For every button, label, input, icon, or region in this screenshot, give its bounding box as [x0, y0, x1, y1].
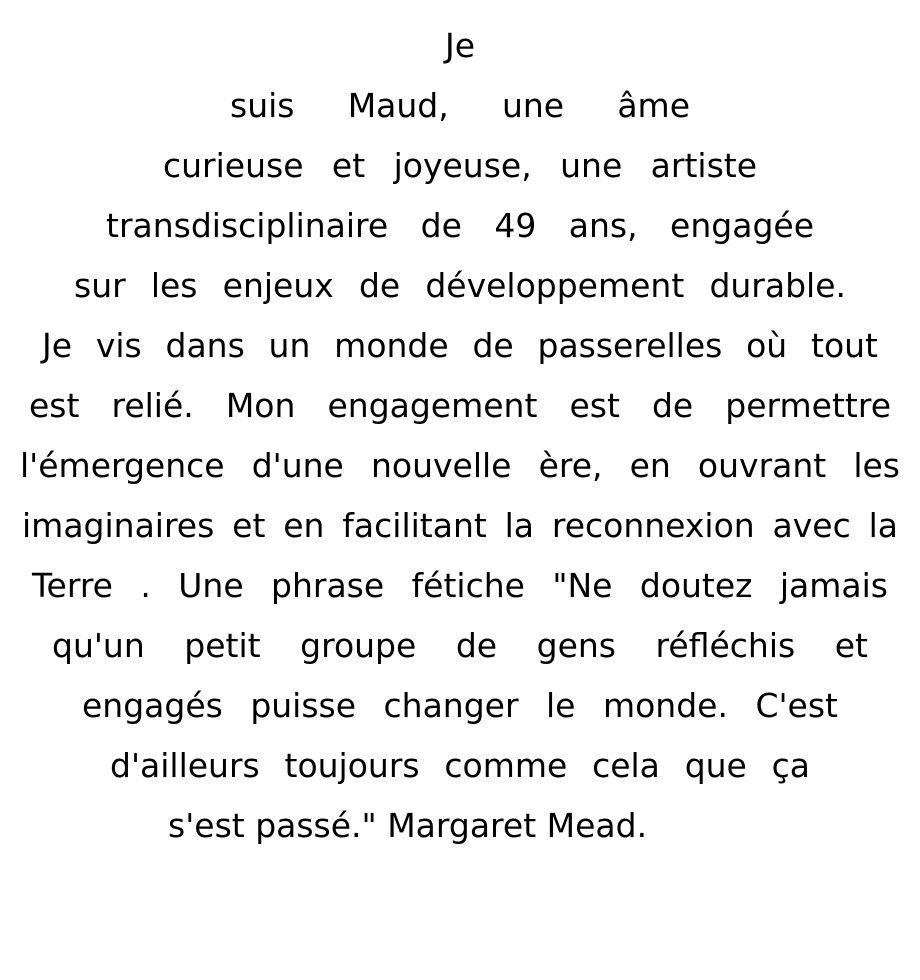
text-line: s'est passé." Margaret Mead. — [168, 806, 648, 845]
text-line: l'émergence d'une nouvelle ère, en ouvrant les — [20, 446, 900, 485]
text-line: curieuse et joyeuse, une artiste — [163, 146, 757, 185]
text-line: suis Maud, une âme — [230, 86, 690, 125]
text-line: Je vis dans un monde de passerelles où tout — [42, 326, 878, 365]
text-line: imaginaires et en facilitant la reconnexion avec la — [22, 506, 898, 545]
text-line: transdisciplinaire de 49 ans, engagée — [106, 206, 814, 245]
text-line: Je — [444, 26, 476, 65]
text-line: engagés puisse changer le monde. C'est — [82, 686, 838, 725]
text-line: sur les enjeux de développement durable. — [74, 266, 846, 305]
bio-paragraph — [0, 16, 920, 856]
text-line: Terre . Une phrase fétiche "Ne doutez jamais — [32, 566, 888, 605]
text-line: qu'un petit groupe de gens réfléchis et — [52, 626, 868, 665]
text-line: d'ailleurs toujours comme cela que ça — [110, 746, 810, 785]
text-line: est relié. Mon engagement est de permettre — [29, 386, 891, 425]
